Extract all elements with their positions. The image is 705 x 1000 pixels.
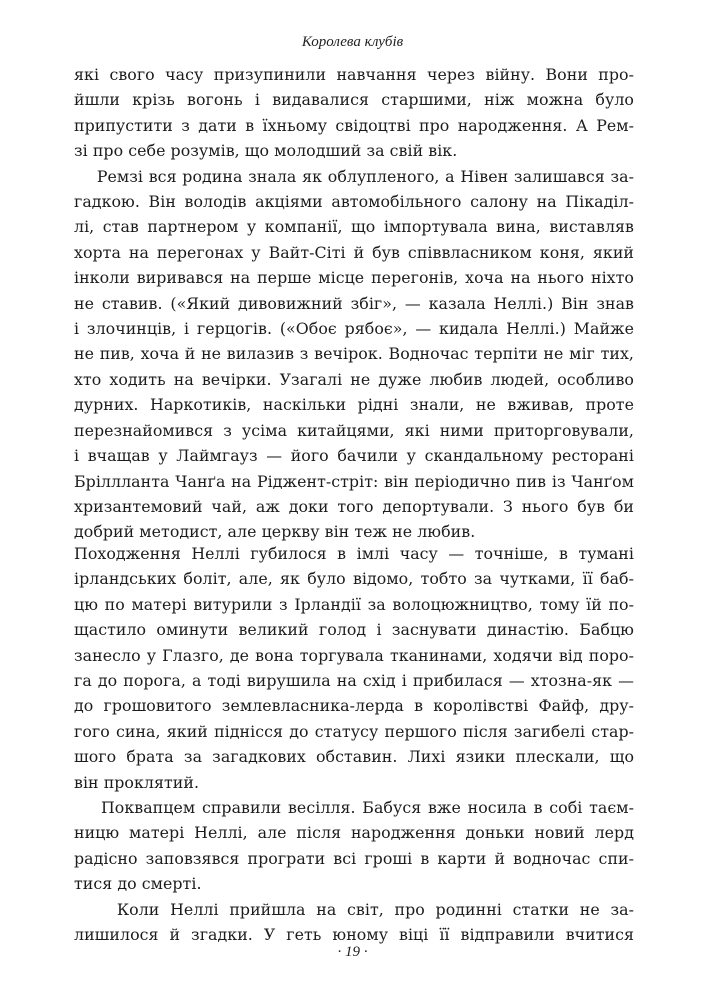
text-line: до грошовитого землевласника-лерда в королівстві Файф, дру- [74, 696, 634, 716]
text-line: зі про себе розумів, що молодший за свій вік. [74, 141, 458, 161]
text-line: він проклятий. [74, 772, 200, 792]
body-text-section-1 [74, 62, 634, 545]
text-line: хорта на перегонах у Вайт-Сіті й був співвласником коня, який [74, 242, 634, 262]
text-line: радісно заповзявся програти всі гроші в карти й водночас спи- [74, 848, 634, 868]
text-line: цю по матері витурили з Ірландії за волоцюжництво, тому їй по- [74, 594, 634, 614]
text-line: перезнайомився з усіма китайцями, які ними приторговували, [74, 420, 634, 440]
text-line: не ставив. («Який дивовижний збіг», — казала Неллі.) Він знав [74, 293, 634, 313]
text-line: гадкою. Він володів акціями автомобільного салону на Пікаділ- [74, 192, 634, 212]
text-line: які свого часу призупинили навчання через війну. Вони про- [74, 65, 634, 84]
text-line: Поквапцем справили весілля. Бабуся вже носила в собі таєм- [74, 798, 634, 818]
text-line: дурних. Наркотиків, наскільки рідні знали, не вживав, проте [74, 395, 634, 415]
text-line: хризантемовий чай, аж доки того депортували. З нього був би [74, 496, 634, 516]
text-line: ницю матері Неллі, але після народження доньки новий лерд [74, 823, 634, 843]
text-line: і вчащав у Лаймгауз — його бачили у скандальному ресторані [74, 446, 634, 466]
text-line: га до порога, а тоді вирушила на схід і прибилася — хтозна-як — [74, 671, 634, 691]
text-line: інколи виривався на перше місце перегонів, хоча на нього ніхто [74, 268, 634, 288]
text-line: шого брата за загадкових обставин. Лихі язики плескали, що [74, 747, 634, 767]
text-line: припустити з дати в їхньому свідоцтві про народження. А Рем- [74, 115, 634, 135]
text-line: лі, став партнером у компанії, що імпортувала вина, виставляв [74, 217, 634, 237]
text-line: Походження Неллі губилося в імлі часу — точніше, в тумані [74, 544, 634, 563]
text-line: тися до смерті. [74, 874, 202, 894]
text-line: гого сина, який піднісся до статусу першого після загибелі стар- [74, 721, 634, 741]
body-text-section-2 [74, 541, 634, 948]
text-line: не пив, хоча й не вилазив з вечірок. Водночас терпіти не міг тих, [74, 344, 634, 364]
text-line: ірландських боліт, але, як було відомо, тобто за чутками, її баб- [74, 569, 634, 589]
text-line: занесло у Глазго, де вона торгувала тканинами, ходячи від поро- [74, 645, 634, 665]
text-line: Ремзі вся родина знала як облупленого, а Нівен залишався за- [74, 166, 634, 186]
text-line: Коли Неллі прийшла на світ, про родинні статки не за- [74, 899, 634, 919]
running-header: Королева клубів [301, 34, 404, 50]
text-line: лишилося й згадки. У геть юному віці її відправили вчитися [74, 925, 634, 945]
text-line: йшли крізь вогонь і видавалися старшими, ніж можна було [74, 90, 634, 110]
text-line: Бріллланта Чанґа на Ріджент-стріт: він періодично пив із Чанґом [74, 471, 634, 491]
text-line: щастило оминути великий голод і заснувати династію. Бабцю [74, 620, 634, 640]
text-line: хто ходить на вечірки. Узагалі не дуже любив людей, особливо [74, 369, 634, 389]
page-number: · 19 · [337, 944, 368, 960]
text-line: добрий методист, але церкву він теж не любив. [74, 522, 476, 542]
text-line: і злочинців, і герцогів. («Обоє рябоє», — кидала Неллі.) Майже [74, 319, 634, 339]
